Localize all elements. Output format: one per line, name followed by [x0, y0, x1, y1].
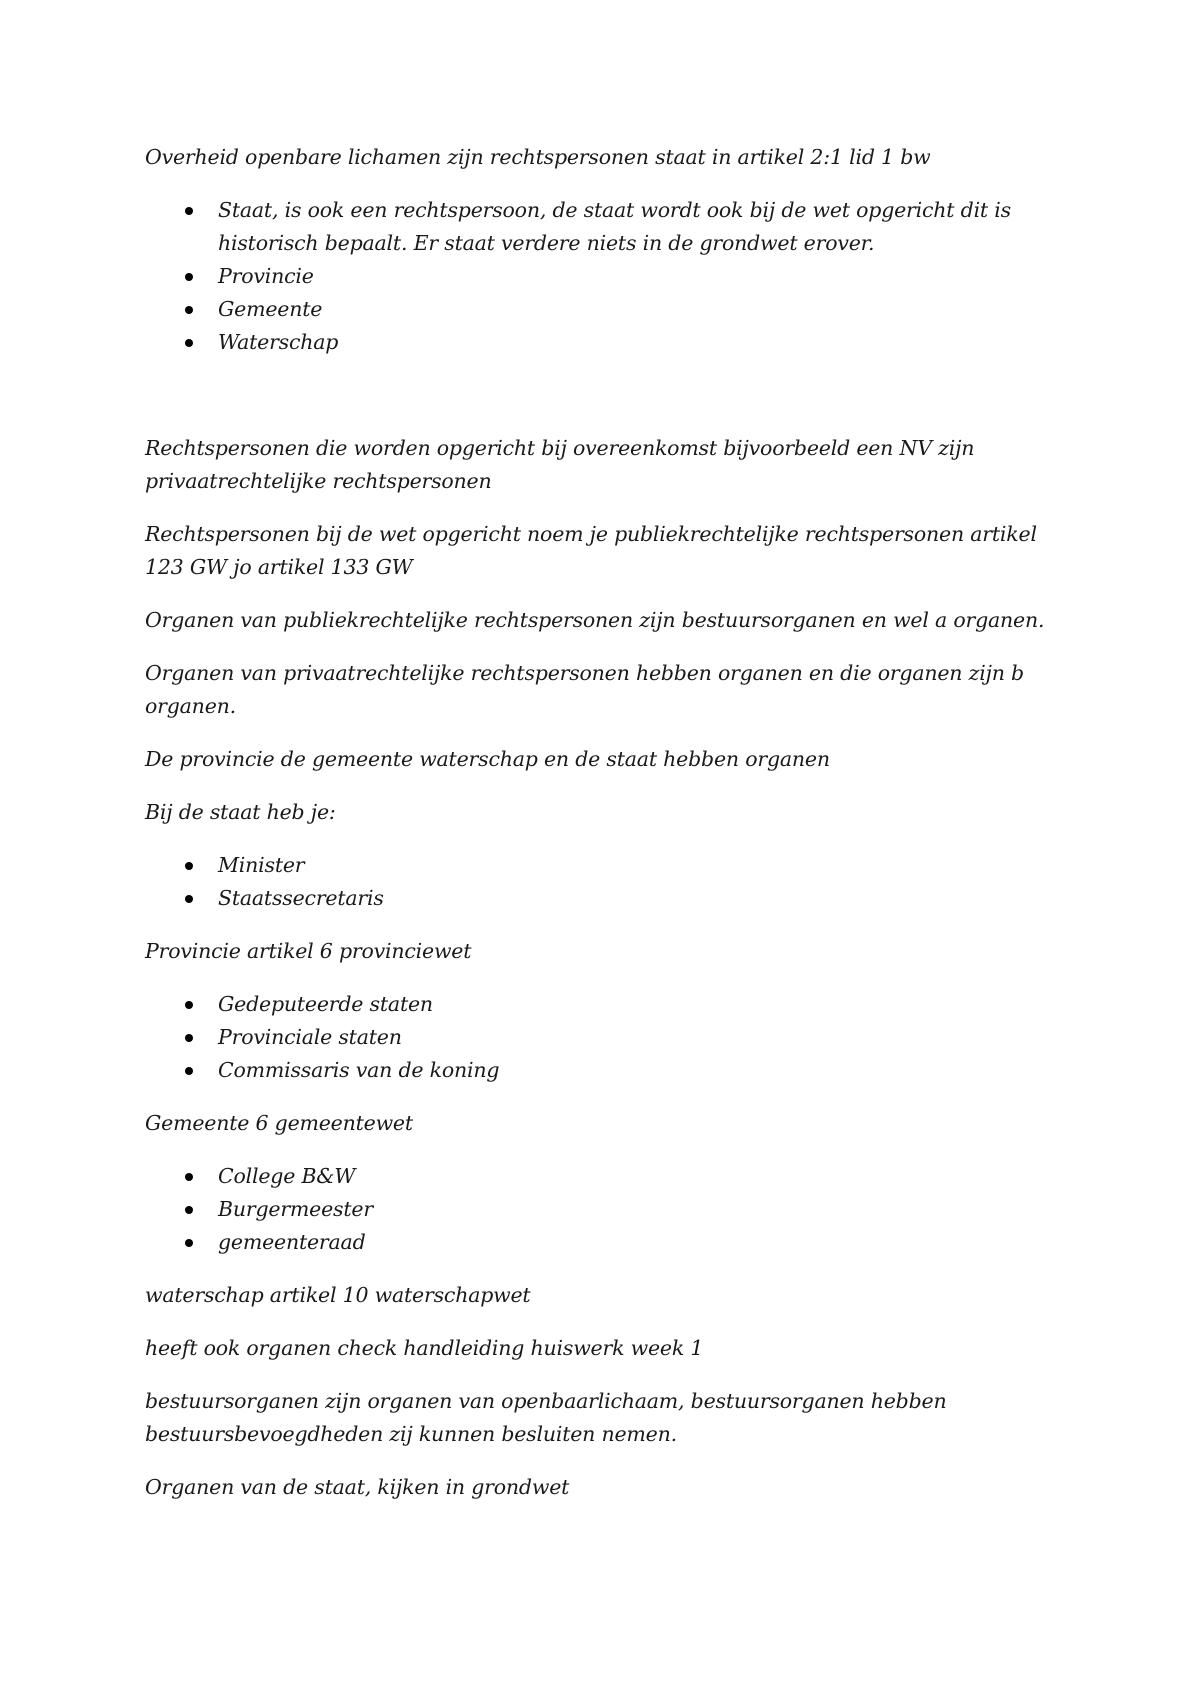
- bullet-icon: [185, 895, 193, 903]
- empty-paragraph: [145, 379, 1075, 432]
- list-item-text: Provinciale staten: [218, 1025, 402, 1049]
- list-item: [145, 1160, 1075, 1193]
- paragraph-privaatrechtelijk: Rechtspersonen die worden opgericht bij overeenkomst bijvoorbeeld een NV zijn privaatrechtelijke rechtspersonen: [145, 436, 975, 493]
- paragraph-staat-heading: Bij de staat heb je:: [145, 800, 336, 824]
- list-item-text: Minister: [218, 853, 305, 877]
- bullet-icon: [185, 1173, 193, 1181]
- bullet-icon: [185, 862, 193, 870]
- list-item-text: gemeenteraad: [218, 1230, 366, 1254]
- bullet-icon: [185, 1001, 193, 1009]
- list-item: [145, 1226, 1075, 1259]
- list-item: [145, 293, 1075, 326]
- list-item-text: College B&W: [218, 1164, 356, 1188]
- list-item: [145, 849, 1075, 882]
- paragraph-gemeente-heading: Gemeente 6 gemeentewet: [145, 1111, 413, 1135]
- paragraph-organen-privaat: Organen van privaatrechtelijke rechtspersonen hebben organen en die organen zijn b organen.: [145, 661, 1024, 718]
- list-item-text: Burgermeester: [218, 1197, 373, 1221]
- bullet-icon: [185, 1239, 193, 1247]
- bullet-icon: [185, 207, 193, 215]
- paragraph-waterschap: waterschap artikel 10 waterschapwet: [145, 1283, 531, 1307]
- list-item-text: Waterschap: [218, 330, 339, 354]
- list-item: [145, 1021, 1075, 1054]
- list-gemeente: [145, 1160, 1075, 1259]
- bullet-icon: [185, 273, 193, 281]
- bullet-icon: [185, 1206, 193, 1214]
- list-item: [145, 988, 1075, 1021]
- list-item-text: Gemeente: [218, 297, 323, 321]
- list-item: [145, 1054, 1075, 1087]
- paragraph-overheid: Overheid openbare lichamen zijn rechtspersonen staat in artikel 2:1 lid 1 bw: [145, 145, 931, 169]
- list-item-text: Staat, is ook een rechtspersoon, de staat wordt ook bij de wet opgericht dit is historisch bepaalt. Er staat verdere niets in de grondwet erover.: [218, 198, 1011, 255]
- list-item-text: Staatssecretaris: [218, 886, 384, 910]
- list-item: [145, 882, 1075, 915]
- paragraph-organen-overzicht: De provincie de gemeente waterschap en de staat hebben organen: [145, 747, 830, 771]
- paragraph-publiekrechtelijk: Rechtspersonen bij de wet opgericht noem je publiekrechtelijke rechtspersonen artikel 123 GW jo artikel 133 GW: [145, 522, 1037, 579]
- list-provincie: [145, 988, 1075, 1087]
- bullet-icon: [185, 1034, 193, 1042]
- list-item: [145, 1193, 1075, 1226]
- list-staat: [145, 849, 1075, 915]
- list-rechtspersonen: [145, 194, 1075, 359]
- bullet-icon: [185, 339, 193, 347]
- list-item: [145, 194, 1075, 260]
- paragraph-organen-staat: Organen van de staat, kijken in grondwet: [145, 1475, 570, 1499]
- list-item-text: Gedeputeerde staten: [218, 992, 433, 1016]
- list-item-text: Provincie: [218, 264, 314, 288]
- list-item: [145, 260, 1075, 293]
- list-item-text: Commissaris van de koning: [218, 1058, 500, 1082]
- bullet-icon: [185, 1067, 193, 1075]
- list-item: [145, 326, 1075, 359]
- paragraph-bestuursorganen: bestuursorganen zijn organen van openbaarlichaam, bestuursorganen hebben bestuursbevoegdheden zij kunnen besluiten nemen.: [145, 1389, 947, 1446]
- paragraph-huiswerk: heeft ook organen check handleiding huiswerk week 1: [145, 1336, 704, 1360]
- paragraph-provincie-heading: Provincie artikel 6 provinciewet: [145, 939, 472, 963]
- paragraph-organen-publiek: Organen van publiekrechtelijke rechtspersonen zijn bestuursorganen en wel a organen.: [145, 608, 1045, 632]
- bullet-icon: [185, 306, 193, 314]
- document-body: [145, 141, 1075, 1524]
